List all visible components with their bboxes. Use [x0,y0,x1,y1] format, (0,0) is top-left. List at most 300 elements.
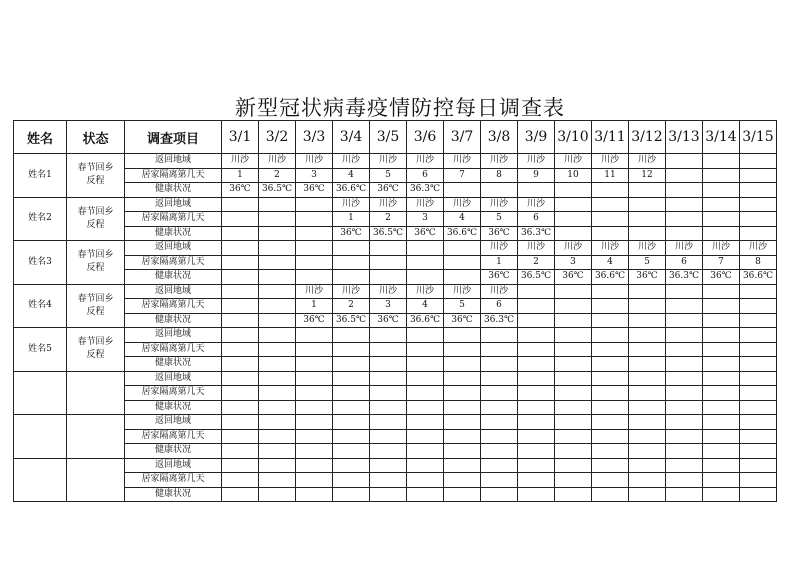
data-cell [518,415,555,430]
data-cell [666,371,703,386]
person-name: 姓名2 [14,197,67,241]
header-date: 3/15 [740,121,777,154]
data-cell [296,444,333,459]
data-cell [259,197,296,212]
data-cell [259,487,296,502]
data-cell: 36℃ [370,183,407,198]
survey-item: 居家隔离第几天 [125,429,222,444]
data-cell [407,342,444,357]
data-cell: 2 [518,255,555,270]
data-cell [333,473,370,488]
data-cell [703,357,740,372]
data-cell [740,400,777,415]
data-cell [259,299,296,314]
data-cell: 36℃ [407,226,444,241]
survey-item: 返回地域 [125,241,222,256]
data-cell [518,299,555,314]
data-cell [703,212,740,227]
data-cell: 川沙 [296,284,333,299]
data-cell [444,487,481,502]
data-cell [222,487,259,502]
data-cell [666,226,703,241]
header-date: 3/10 [555,121,592,154]
data-cell [370,473,407,488]
status-line: 春节回乡 [77,337,114,348]
data-cell [740,226,777,241]
data-cell: 6 [666,255,703,270]
data-cell [703,371,740,386]
survey-item: 居家隔离第几天 [125,473,222,488]
table-row [14,212,777,227]
data-cell [407,458,444,473]
data-cell: 36℃ [370,313,407,328]
data-cell [518,183,555,198]
data-cell [555,226,592,241]
data-cell: 2 [259,168,296,183]
table-row [14,473,777,488]
data-cell [740,386,777,401]
data-cell [481,458,518,473]
data-cell: 6 [518,212,555,227]
data-cell [592,183,629,198]
header-date: 3/3 [296,121,333,154]
data-cell [259,212,296,227]
header-status: 状态 [67,121,125,154]
data-cell [518,473,555,488]
data-cell [555,429,592,444]
status-line: 反程 [86,219,105,230]
data-cell [666,299,703,314]
table-row [14,313,777,328]
data-cell [296,458,333,473]
data-cell: 1 [222,168,259,183]
person-status [67,154,125,198]
data-cell [592,313,629,328]
data-cell [370,270,407,285]
data-cell [259,270,296,285]
data-cell [666,458,703,473]
data-cell: 36℃ [703,270,740,285]
data-cell [629,458,666,473]
data-cell: 川沙 [518,154,555,169]
table-row [14,400,777,415]
data-cell [407,328,444,343]
data-cell [481,400,518,415]
data-cell: 4 [333,168,370,183]
survey-table [13,120,777,502]
header-name: 姓名 [14,121,67,154]
person-status [67,415,125,459]
data-cell [740,429,777,444]
data-cell [444,444,481,459]
data-cell: 8 [740,255,777,270]
data-cell [407,415,444,430]
table-row [14,371,777,386]
data-cell: 36.5℃ [518,270,555,285]
data-cell: 4 [592,255,629,270]
header-item: 调查项目 [125,121,222,154]
data-cell [518,444,555,459]
data-cell [333,241,370,256]
data-cell [629,371,666,386]
data-cell [222,371,259,386]
data-cell [222,284,259,299]
data-cell [259,241,296,256]
data-cell [444,386,481,401]
data-cell [259,444,296,459]
data-cell [555,473,592,488]
data-cell [629,400,666,415]
data-cell [740,473,777,488]
data-cell [370,241,407,256]
data-cell: 川沙 [518,197,555,212]
data-cell: 川沙 [592,241,629,256]
data-cell [481,444,518,459]
data-cell [407,400,444,415]
data-cell: 3 [370,299,407,314]
data-cell [592,415,629,430]
data-cell [629,357,666,372]
data-cell [703,183,740,198]
data-cell: 7 [703,255,740,270]
data-cell [444,371,481,386]
data-cell: 川沙 [370,197,407,212]
data-cell: 36.3℃ [407,183,444,198]
table-row [14,357,777,372]
data-cell: 川沙 [296,154,333,169]
table-row [14,255,777,270]
data-cell [481,183,518,198]
data-cell: 川沙 [555,241,592,256]
data-cell [592,357,629,372]
survey-item: 返回地域 [125,415,222,430]
data-cell [666,154,703,169]
table-row [14,241,777,256]
data-cell [740,284,777,299]
header-date: 3/11 [592,121,629,154]
data-cell [555,299,592,314]
data-cell [481,487,518,502]
data-cell [296,473,333,488]
data-cell [222,386,259,401]
data-cell [518,357,555,372]
data-cell [370,487,407,502]
data-cell [703,386,740,401]
page-title: 新型冠状病毒疫情防控每日调查表 [235,96,565,120]
data-cell [740,371,777,386]
data-cell: 36.6℃ [407,313,444,328]
data-cell [703,487,740,502]
data-cell: 川沙 [629,241,666,256]
data-cell [518,342,555,357]
data-cell [555,444,592,459]
data-cell [333,400,370,415]
data-cell [296,371,333,386]
person-name [14,458,67,502]
status-line: 春节回乡 [77,250,114,261]
data-cell [259,357,296,372]
data-cell: 川沙 [703,241,740,256]
data-cell [407,473,444,488]
data-cell [407,255,444,270]
data-cell [703,400,740,415]
data-cell [666,284,703,299]
data-cell [222,473,259,488]
header-date: 3/2 [259,121,296,154]
table-row [14,183,777,198]
data-cell [518,400,555,415]
table-row [14,458,777,473]
data-cell [444,473,481,488]
data-cell [222,270,259,285]
person-name: 姓名5 [14,328,67,372]
data-cell [222,299,259,314]
data-cell [481,371,518,386]
survey-item: 居家隔离第几天 [125,299,222,314]
data-cell [259,400,296,415]
data-cell [703,313,740,328]
table-row [14,328,777,343]
data-cell: 36℃ [629,270,666,285]
data-cell: 川沙 [333,197,370,212]
data-cell [444,357,481,372]
person-name: 姓名3 [14,241,67,285]
data-cell: 7 [444,168,481,183]
data-cell [703,458,740,473]
person-status [67,371,125,415]
data-cell [518,386,555,401]
survey-item: 健康状况 [125,183,222,198]
data-cell: 3 [407,212,444,227]
data-cell [222,429,259,444]
data-cell [629,284,666,299]
data-cell [703,415,740,430]
data-cell: 川沙 [407,284,444,299]
data-cell [481,357,518,372]
data-cell [370,400,407,415]
data-cell [444,400,481,415]
data-cell [333,386,370,401]
data-cell [444,241,481,256]
survey-item: 返回地域 [125,328,222,343]
survey-item: 居家隔离第几天 [125,386,222,401]
data-cell: 川沙 [444,154,481,169]
data-cell [703,342,740,357]
data-cell [629,226,666,241]
person-status [67,328,125,372]
data-cell [296,255,333,270]
data-cell: 川沙 [222,154,259,169]
person-name: 姓名1 [14,154,67,198]
data-cell [222,342,259,357]
data-cell: 36.5℃ [259,183,296,198]
data-cell: 5 [629,255,666,270]
data-cell [666,487,703,502]
data-cell [666,212,703,227]
data-cell [407,429,444,444]
data-cell [444,342,481,357]
data-cell [481,342,518,357]
data-cell: 6 [481,299,518,314]
survey-item: 健康状况 [125,487,222,502]
person-status [67,197,125,241]
data-cell: 川沙 [333,154,370,169]
table-row [14,284,777,299]
data-cell [222,444,259,459]
data-cell [666,444,703,459]
header-date: 3/14 [703,121,740,154]
data-cell [333,270,370,285]
data-cell [666,183,703,198]
data-cell: 川沙 [370,284,407,299]
person-status [67,284,125,328]
data-cell [555,458,592,473]
table-row [14,415,777,430]
data-cell: 4 [444,212,481,227]
table-row [14,168,777,183]
data-cell [222,255,259,270]
survey-item: 返回地域 [125,284,222,299]
data-cell: 川沙 [259,154,296,169]
data-cell [444,183,481,198]
data-cell [370,444,407,459]
data-cell [555,197,592,212]
data-cell [296,342,333,357]
data-cell: 6 [407,168,444,183]
data-cell [592,342,629,357]
data-cell [666,415,703,430]
data-cell [666,328,703,343]
data-cell [666,386,703,401]
data-cell [296,487,333,502]
data-cell: 9 [518,168,555,183]
data-cell [259,429,296,444]
data-cell [296,415,333,430]
data-cell [740,487,777,502]
data-cell: 36.6℃ [592,270,629,285]
data-cell: 36.3℃ [518,226,555,241]
data-cell: 2 [333,299,370,314]
data-cell: 36℃ [296,183,333,198]
data-cell: 川沙 [481,197,518,212]
data-cell: 36℃ [222,183,259,198]
data-cell: 36℃ [296,313,333,328]
data-cell [481,473,518,488]
data-cell [703,328,740,343]
data-cell [592,371,629,386]
data-cell: 川沙 [407,154,444,169]
data-cell: 5 [444,299,481,314]
data-cell [481,415,518,430]
data-cell [407,444,444,459]
data-cell: 36.3℃ [481,313,518,328]
data-cell: 川沙 [666,241,703,256]
data-cell [592,458,629,473]
data-cell [296,270,333,285]
person-name: 姓名4 [14,284,67,328]
data-cell [740,415,777,430]
data-cell [592,226,629,241]
data-cell [555,328,592,343]
data-cell: 36.3℃ [666,270,703,285]
data-cell: 8 [481,168,518,183]
data-cell [592,386,629,401]
data-cell [592,487,629,502]
survey-item: 健康状况 [125,270,222,285]
data-cell: 川沙 [629,154,666,169]
data-cell [740,342,777,357]
data-cell [444,458,481,473]
data-cell [444,270,481,285]
data-cell: 36.5℃ [370,226,407,241]
data-cell [296,212,333,227]
data-cell [629,212,666,227]
header-date: 3/13 [666,121,703,154]
table-row [14,444,777,459]
data-cell [407,487,444,502]
data-cell [592,473,629,488]
data-cell [629,197,666,212]
table-row [14,226,777,241]
data-cell [555,284,592,299]
data-cell [370,386,407,401]
data-cell [296,386,333,401]
data-cell [629,313,666,328]
data-cell: 36℃ [481,226,518,241]
person-name [14,371,67,415]
data-cell [555,183,592,198]
data-cell [629,183,666,198]
data-cell [333,342,370,357]
data-cell: 36℃ [481,270,518,285]
status-line: 反程 [86,263,105,274]
data-cell [703,299,740,314]
data-cell [222,357,259,372]
header-date: 3/1 [222,121,259,154]
data-cell [666,473,703,488]
table-row [14,342,777,357]
data-cell [629,444,666,459]
data-cell [740,357,777,372]
survey-item: 居家隔离第几天 [125,168,222,183]
data-cell [259,473,296,488]
survey-item: 居家隔离第几天 [125,342,222,357]
data-cell: 36.6℃ [740,270,777,285]
data-cell [259,255,296,270]
data-cell [296,400,333,415]
survey-item: 返回地域 [125,371,222,386]
data-cell [703,284,740,299]
data-cell: 36.5℃ [333,313,370,328]
data-cell [370,255,407,270]
data-cell: 川沙 [481,241,518,256]
data-cell [370,415,407,430]
data-cell [333,255,370,270]
data-cell [555,487,592,502]
data-cell [518,429,555,444]
data-cell [481,386,518,401]
data-cell [333,444,370,459]
survey-item: 返回地域 [125,154,222,169]
data-cell [333,415,370,430]
data-cell: 川沙 [555,154,592,169]
data-cell [703,473,740,488]
data-cell [333,357,370,372]
data-cell [518,313,555,328]
status-line: 反程 [86,176,105,187]
data-cell [370,371,407,386]
data-cell [666,313,703,328]
